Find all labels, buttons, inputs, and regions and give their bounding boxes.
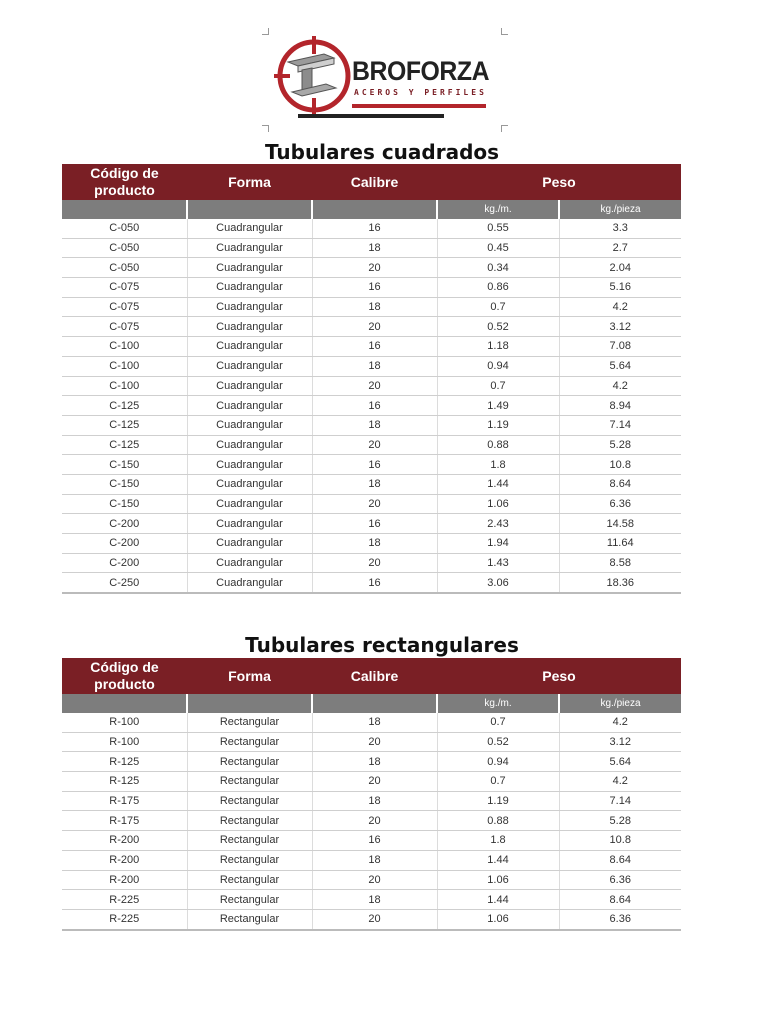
cell-shape: Cuadrangular bbox=[187, 474, 312, 494]
cell-code: C-100 bbox=[62, 356, 187, 376]
cell-shape: Rectangular bbox=[187, 791, 312, 811]
cell-kg-per-piece: 14.58 bbox=[559, 514, 681, 534]
cell-kg-per-meter: 0.7 bbox=[437, 713, 559, 732]
table-header-row bbox=[62, 164, 681, 200]
cell-gauge: 18 bbox=[312, 474, 437, 494]
cell-gauge: 18 bbox=[312, 752, 437, 772]
subheader-empty bbox=[62, 200, 187, 219]
subheader-empty bbox=[312, 694, 437, 713]
cell-gauge: 18 bbox=[312, 713, 437, 732]
table-row bbox=[62, 811, 681, 831]
cell-gauge: 20 bbox=[312, 909, 437, 929]
cell-kg-per-piece: 8.64 bbox=[559, 850, 681, 870]
cell-gauge: 16 bbox=[312, 831, 437, 851]
cell-kg-per-piece: 3.12 bbox=[559, 317, 681, 337]
cell-code: C-075 bbox=[62, 297, 187, 317]
cell-kg-per-piece: 10.8 bbox=[559, 831, 681, 851]
cell-shape: Cuadrangular bbox=[187, 514, 312, 534]
cell-shape: Rectangular bbox=[187, 890, 312, 910]
table-row bbox=[62, 356, 681, 376]
cell-kg-per-meter: 1.43 bbox=[437, 553, 559, 573]
cell-gauge: 18 bbox=[312, 890, 437, 910]
table-row bbox=[62, 396, 681, 416]
table-subheader-row bbox=[62, 200, 681, 219]
cell-code: R-125 bbox=[62, 772, 187, 792]
cell-kg-per-meter: 0.34 bbox=[437, 258, 559, 278]
cell-gauge: 20 bbox=[312, 317, 437, 337]
cell-code: C-200 bbox=[62, 514, 187, 534]
table-subheader-row bbox=[62, 694, 681, 713]
cell-gauge: 16 bbox=[312, 396, 437, 416]
cell-shape: Cuadrangular bbox=[187, 396, 312, 416]
cell-code: C-050 bbox=[62, 238, 187, 258]
cell-code: C-050 bbox=[62, 219, 187, 238]
cell-shape: Rectangular bbox=[187, 850, 312, 870]
table-header-row bbox=[62, 658, 681, 694]
subheader-empty bbox=[187, 200, 312, 219]
table-row bbox=[62, 534, 681, 554]
cell-kg-per-meter: 1.94 bbox=[437, 534, 559, 554]
cell-kg-per-meter: 1.44 bbox=[437, 890, 559, 910]
cell-kg-per-piece: 4.2 bbox=[559, 713, 681, 732]
subheader-empty bbox=[62, 694, 187, 713]
cell-gauge: 18 bbox=[312, 850, 437, 870]
cell-kg-per-meter: 1.19 bbox=[437, 415, 559, 435]
cell-gauge: 18 bbox=[312, 238, 437, 258]
cell-shape: Cuadrangular bbox=[187, 376, 312, 396]
cell-kg-per-meter: 0.52 bbox=[437, 317, 559, 337]
cell-kg-per-piece: 7.14 bbox=[559, 791, 681, 811]
cell-kg-per-piece: 5.64 bbox=[559, 752, 681, 772]
table-row bbox=[62, 732, 681, 752]
cell-gauge: 20 bbox=[312, 376, 437, 396]
table-row bbox=[62, 573, 681, 593]
cell-kg-per-piece: 6.36 bbox=[559, 494, 681, 514]
cell-gauge: 18 bbox=[312, 534, 437, 554]
subheader-per-piece: kg./pieza bbox=[559, 200, 681, 219]
cell-gauge: 20 bbox=[312, 553, 437, 573]
cell-code: R-100 bbox=[62, 713, 187, 732]
header-shape: Forma bbox=[187, 658, 312, 694]
table-row bbox=[62, 435, 681, 455]
crop-mark bbox=[501, 125, 508, 132]
header-code: Código de producto bbox=[62, 658, 187, 694]
crop-mark bbox=[501, 28, 508, 35]
subheader-empty bbox=[187, 694, 312, 713]
cell-shape: Rectangular bbox=[187, 909, 312, 929]
cell-gauge: 16 bbox=[312, 278, 437, 298]
subheader-per-piece: kg./pieza bbox=[559, 694, 681, 713]
cell-shape: Cuadrangular bbox=[187, 435, 312, 455]
cell-gauge: 20 bbox=[312, 870, 437, 890]
cell-kg-per-meter: 1.44 bbox=[437, 474, 559, 494]
table-row bbox=[62, 297, 681, 317]
cell-gauge: 20 bbox=[312, 494, 437, 514]
cell-shape: Cuadrangular bbox=[187, 415, 312, 435]
cell-gauge: 18 bbox=[312, 415, 437, 435]
cell-kg-per-piece: 5.28 bbox=[559, 811, 681, 831]
cell-gauge: 20 bbox=[312, 811, 437, 831]
cell-kg-per-meter: 0.88 bbox=[437, 435, 559, 455]
cell-shape: Cuadrangular bbox=[187, 337, 312, 357]
cell-shape: Cuadrangular bbox=[187, 494, 312, 514]
rect-tubes-table bbox=[62, 658, 681, 931]
cell-code: R-225 bbox=[62, 909, 187, 929]
table-row bbox=[62, 890, 681, 910]
cell-kg-per-piece: 3.12 bbox=[559, 732, 681, 752]
cell-shape: Rectangular bbox=[187, 772, 312, 792]
cell-kg-per-piece: 4.2 bbox=[559, 376, 681, 396]
header-gauge: Calibre bbox=[312, 164, 437, 200]
cell-kg-per-meter: 0.7 bbox=[437, 297, 559, 317]
table-row bbox=[62, 772, 681, 792]
cell-shape: Rectangular bbox=[187, 732, 312, 752]
cell-kg-per-piece: 6.36 bbox=[559, 870, 681, 890]
cell-gauge: 16 bbox=[312, 219, 437, 238]
cell-shape: Cuadrangular bbox=[187, 238, 312, 258]
cell-gauge: 18 bbox=[312, 356, 437, 376]
cell-kg-per-meter: 1.8 bbox=[437, 455, 559, 475]
cell-shape: Cuadrangular bbox=[187, 219, 312, 238]
cell-kg-per-meter: 1.44 bbox=[437, 850, 559, 870]
cell-code: C-200 bbox=[62, 534, 187, 554]
cell-gauge: 16 bbox=[312, 455, 437, 475]
table-row bbox=[62, 337, 681, 357]
cell-shape: Cuadrangular bbox=[187, 534, 312, 554]
cell-kg-per-piece: 5.28 bbox=[559, 435, 681, 455]
subheader-per-meter: kg./m. bbox=[437, 200, 559, 219]
header-gauge: Calibre bbox=[312, 658, 437, 694]
cell-code: C-100 bbox=[62, 337, 187, 357]
cell-kg-per-meter: 1.49 bbox=[437, 396, 559, 416]
cell-shape: Cuadrangular bbox=[187, 455, 312, 475]
square-tubes-table bbox=[62, 164, 681, 594]
table-row bbox=[62, 474, 681, 494]
cell-gauge: 16 bbox=[312, 337, 437, 357]
cell-kg-per-piece: 5.16 bbox=[559, 278, 681, 298]
subheader-per-meter: kg./m. bbox=[437, 694, 559, 713]
table-row bbox=[62, 791, 681, 811]
cell-gauge: 20 bbox=[312, 732, 437, 752]
cell-kg-per-meter: 0.88 bbox=[437, 811, 559, 831]
cell-shape: Rectangular bbox=[187, 811, 312, 831]
square-tubes-title: Tubulares cuadrados bbox=[264, 140, 500, 164]
cell-shape: Cuadrangular bbox=[187, 317, 312, 337]
rect-tubes-title: Tubulares rectangulares bbox=[245, 633, 519, 657]
cell-kg-per-piece: 4.2 bbox=[559, 297, 681, 317]
cell-kg-per-meter: 1.8 bbox=[437, 831, 559, 851]
cell-kg-per-piece: 8.58 bbox=[559, 553, 681, 573]
cell-kg-per-piece: 8.64 bbox=[559, 474, 681, 494]
cell-code: R-175 bbox=[62, 811, 187, 831]
cell-kg-per-piece: 8.64 bbox=[559, 890, 681, 910]
table-row bbox=[62, 278, 681, 298]
table-row bbox=[62, 752, 681, 772]
cell-shape: Cuadrangular bbox=[187, 553, 312, 573]
cell-kg-per-piece: 7.08 bbox=[559, 337, 681, 357]
cell-shape: Rectangular bbox=[187, 713, 312, 732]
header-code: Código de producto bbox=[62, 164, 187, 200]
table-row bbox=[62, 909, 681, 929]
cell-kg-per-meter: 1.19 bbox=[437, 791, 559, 811]
cell-code: C-125 bbox=[62, 396, 187, 416]
cell-code: C-075 bbox=[62, 317, 187, 337]
cell-code: R-200 bbox=[62, 850, 187, 870]
cell-kg-per-piece: 8.94 bbox=[559, 396, 681, 416]
cell-kg-per-piece: 11.64 bbox=[559, 534, 681, 554]
cell-code: C-150 bbox=[62, 474, 187, 494]
cell-code: C-150 bbox=[62, 455, 187, 475]
crop-mark bbox=[262, 125, 269, 132]
cell-kg-per-piece: 5.64 bbox=[559, 356, 681, 376]
brand-logo bbox=[260, 26, 510, 134]
cell-kg-per-piece: 10.8 bbox=[559, 455, 681, 475]
cell-shape: Cuadrangular bbox=[187, 356, 312, 376]
table-row bbox=[62, 494, 681, 514]
square-tubes-body bbox=[62, 219, 681, 593]
cell-code: R-125 bbox=[62, 752, 187, 772]
table-row bbox=[62, 514, 681, 534]
brand-name: BROFORZA bbox=[352, 56, 490, 86]
cell-kg-per-piece: 7.14 bbox=[559, 415, 681, 435]
cell-shape: Cuadrangular bbox=[187, 573, 312, 593]
table-row bbox=[62, 317, 681, 337]
cell-code: C-125 bbox=[62, 435, 187, 455]
crop-mark bbox=[262, 28, 269, 35]
cell-gauge: 18 bbox=[312, 297, 437, 317]
cell-code: C-200 bbox=[62, 553, 187, 573]
cell-code: C-250 bbox=[62, 573, 187, 593]
brand-underline-dark bbox=[298, 114, 444, 118]
cell-kg-per-piece: 2.7 bbox=[559, 238, 681, 258]
cell-code: R-225 bbox=[62, 890, 187, 910]
cell-kg-per-meter: 0.7 bbox=[437, 376, 559, 396]
cell-kg-per-meter: 1.18 bbox=[437, 337, 559, 357]
cell-kg-per-meter: 1.06 bbox=[437, 870, 559, 890]
table-row bbox=[62, 870, 681, 890]
cell-gauge: 18 bbox=[312, 791, 437, 811]
table-row bbox=[62, 415, 681, 435]
table-row bbox=[62, 850, 681, 870]
cell-shape: Cuadrangular bbox=[187, 258, 312, 278]
cell-kg-per-piece: 2.04 bbox=[559, 258, 681, 278]
cell-kg-per-meter: 0.45 bbox=[437, 238, 559, 258]
cell-kg-per-meter: 0.94 bbox=[437, 356, 559, 376]
cell-shape: Cuadrangular bbox=[187, 297, 312, 317]
table-row bbox=[62, 238, 681, 258]
table-row bbox=[62, 553, 681, 573]
cell-kg-per-piece: 18.36 bbox=[559, 573, 681, 593]
cell-code: C-100 bbox=[62, 376, 187, 396]
header-weight: Peso bbox=[437, 658, 681, 694]
cell-gauge: 20 bbox=[312, 772, 437, 792]
cell-code: C-075 bbox=[62, 278, 187, 298]
cell-gauge: 20 bbox=[312, 435, 437, 455]
table-row bbox=[62, 455, 681, 475]
table-row bbox=[62, 219, 681, 238]
target-beam-icon bbox=[272, 34, 356, 118]
cell-kg-per-piece: 4.2 bbox=[559, 772, 681, 792]
header-shape: Forma bbox=[187, 164, 312, 200]
cell-gauge: 16 bbox=[312, 573, 437, 593]
cell-kg-per-meter: 0.86 bbox=[437, 278, 559, 298]
cell-shape: Rectangular bbox=[187, 752, 312, 772]
table-row bbox=[62, 376, 681, 396]
cell-code: R-175 bbox=[62, 791, 187, 811]
brand-tagline: ACEROS Y PERFILES bbox=[354, 88, 487, 97]
cell-shape: Rectangular bbox=[187, 870, 312, 890]
cell-kg-per-meter: 1.06 bbox=[437, 909, 559, 929]
cell-kg-per-piece: 6.36 bbox=[559, 909, 681, 929]
rect-tubes-body bbox=[62, 713, 681, 930]
cell-code: R-200 bbox=[62, 870, 187, 890]
cell-kg-per-meter: 0.94 bbox=[437, 752, 559, 772]
cell-kg-per-meter: 0.7 bbox=[437, 772, 559, 792]
cell-kg-per-piece: 3.3 bbox=[559, 219, 681, 238]
cell-code: R-200 bbox=[62, 831, 187, 851]
cell-shape: Rectangular bbox=[187, 831, 312, 851]
table-row bbox=[62, 713, 681, 732]
cell-kg-per-meter: 2.43 bbox=[437, 514, 559, 534]
brand-underline-red bbox=[352, 104, 486, 108]
cell-kg-per-meter: 3.06 bbox=[437, 573, 559, 593]
table-row bbox=[62, 258, 681, 278]
cell-code: C-150 bbox=[62, 494, 187, 514]
cell-kg-per-meter: 0.55 bbox=[437, 219, 559, 238]
cell-gauge: 16 bbox=[312, 514, 437, 534]
cell-gauge: 20 bbox=[312, 258, 437, 278]
table-row bbox=[62, 831, 681, 851]
cell-code: C-050 bbox=[62, 258, 187, 278]
cell-code: R-100 bbox=[62, 732, 187, 752]
cell-kg-per-meter: 1.06 bbox=[437, 494, 559, 514]
cell-code: C-125 bbox=[62, 415, 187, 435]
subheader-empty bbox=[312, 200, 437, 219]
cell-shape: Cuadrangular bbox=[187, 278, 312, 298]
cell-kg-per-meter: 0.52 bbox=[437, 732, 559, 752]
header-weight: Peso bbox=[437, 164, 681, 200]
